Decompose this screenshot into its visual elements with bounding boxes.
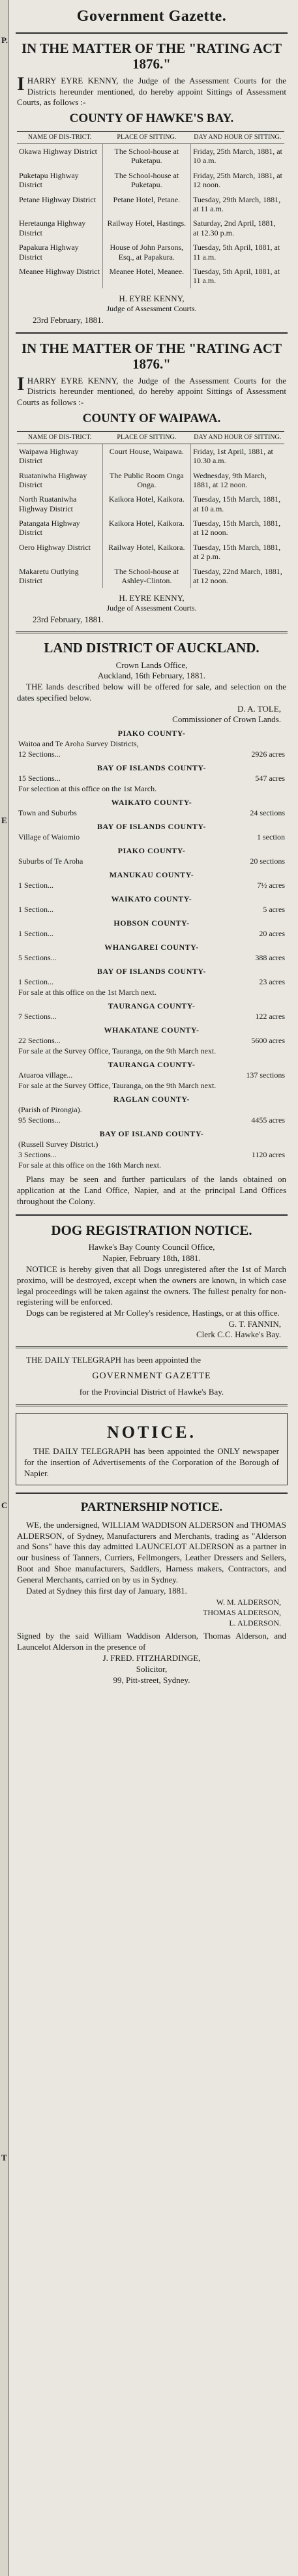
listing-item: 1 Section... [18,977,53,987]
listing-quantity: 5600 acres [251,1036,285,1046]
waipawa-rating-notice [9,341,294,626]
place-cell: The School-house at Puketapu. [102,168,190,192]
listing-quantity: 1120 acres [251,1150,285,1160]
solicitor-name: J. FRED. FITZHARDINGE, [102,1653,201,1663]
district-cell: Papakura Highway District [17,240,102,264]
table-row [17,444,284,468]
notice-heading: LAND DISTRICT OF AUCKLAND. [44,640,260,656]
listing-item: 3 Sections... [18,1150,57,1160]
divider [16,1346,288,1348]
place-cell: House of John Parsons, Esq., at Papakura. [102,240,190,264]
place-cell: Meanee Hotel, Meanee. [102,264,190,288]
listing-item: 7 Sections... [18,1012,57,1022]
edge-letter: C [1,1500,8,1510]
listing-row [18,1012,285,1022]
district-cell: Okawa Highway District [17,144,102,168]
notice-heading: PARTNERSHIP NOTICE. [80,1500,223,1514]
notice-body: NOTICE is hereby given that all Dogs unregistered after the 1st of March proximo, will be destroyed, except when the owners are known, in which case legal proceedings will be taken against the owners. The fullest penalty for non-registering will be enforced. [17,1264,286,1307]
solicitor-address: 99, Pitt-street, Sydney. [113,1675,190,1685]
table-row [17,468,284,492]
time-cell: Friday, 25th March, 1881, at 10 a.m. [192,147,282,166]
district-cell: North Ruataniwha Highway District [17,492,102,516]
signature: H. EYRE KENNY, [119,293,185,303]
listing-quantity: 547 acres [255,774,285,783]
time-cell: Tuesday, 15th March, 1881, at 2 p.m. [192,542,281,562]
listing-quantity: 23 acres [259,977,285,987]
place-cell: Railway Hotel, Hastings. [102,216,190,240]
listing-item: 1 Section... [18,905,53,915]
listing-note: For sale at this office on the 16th March next. [18,1160,162,1170]
dateline: 23rd February, 1881. [33,614,104,625]
auckland-land-notice [9,640,294,1207]
listing-row [18,953,285,963]
listing-note: For sale at the Survey Office, Tauranga, on the 9th March next. [18,1046,216,1056]
table-row [17,564,284,588]
county-heading: TAURANGA COUNTY- [108,1060,196,1070]
time-cell: Tuesday, 15th March, 1881, at 12 noon. [192,519,281,538]
county-heading: WHANGAREI COUNTY- [104,943,199,952]
office-line: Crown Lands Office, [115,659,188,670]
county-heading: BAY OF ISLANDS COUNTY- [97,967,206,977]
listing-item: 1 Section... [18,881,53,890]
telegraph-notice [16,1413,288,1485]
time-cell: Tuesday, 5th April, 1881, at 11 a.m. [192,266,280,286]
table-row [17,216,284,240]
signature-title: Judge of Assessment Courts. [106,603,197,613]
table-row [17,240,284,264]
notice-date: Dated at Sydney this first day of January, 1881. [26,1585,187,1596]
listing-item: Suburbs of Te Aroha [18,856,83,866]
adjacent-column-edge [0,0,8,2576]
listing-quantity: 1 section [257,832,285,842]
divider [16,631,288,633]
table-row [17,144,284,168]
listing-quantity: 5 acres [263,905,285,915]
edge-letter: T [1,2153,7,2162]
column-header: PLACE OF SITTING. [102,132,190,144]
district-cell: Oero Highway District [17,540,102,564]
notice-body: THE DAILY TELEGRAPH has been appointed the ONLY newspaper for the insertion of Advertisements of the Corporation of the Borough of Napier. [24,1446,279,1478]
listing-item: Town and Suburbs [18,808,77,818]
listing-item: 5 Sections... [18,953,57,963]
listing-note: (Russell Survey District.) [18,1140,98,1149]
dog-registration-notice [9,1222,294,1340]
gazette-appointment-notice [9,1355,294,1398]
office-date: Auckland, 16th February, 1881. [97,671,206,681]
notice-heading: DOG REGISTRATION NOTICE. [51,1222,252,1238]
county-heading: TAURANGA COUNTY- [108,1001,196,1011]
column-header: NAME OF DIS-TRICT. [17,132,102,144]
dateline: 23rd February, 1881. [33,314,104,325]
signature: H. EYRE KENNY, [119,593,185,603]
notice-body: WE, the undersigned, WILLIAM WADDISON ALDERSON and THOMAS ALDERSON, of Sydney, Manufacturers and Merchants, trading as "Alderson and Sons" have this day admitted LAUNCELOT ALDERSON as a partner in our business of Tanners, Curriers, Fellmongers, Leather Dressers and Sellers, Boot and Shoe manufacturers, Saddlers, Harness makers, Contractors, and General Merchants, carried on by us in Sydney. [17,1519,286,1585]
listing-row [18,905,285,915]
listing-row [18,929,285,939]
place-cell: The School-house at Puketapu. [102,144,190,168]
listing-quantity: 137 sections [246,1070,285,1080]
county-heading: BAY OF ISLANDS COUNTY- [97,822,206,832]
signer: THOMAS ALDERSON, [202,1608,281,1618]
notice-intro [17,373,286,408]
notice-intro [17,73,286,108]
listing-item: 22 Sections... [18,1036,61,1046]
divider [16,1404,288,1406]
intro-text: HARRY EYRE KENNY, the Judge of the Assessment Courts for the Districts hereunder mentioned, do hereby appoint Sittings of Assessment Courts, as follows :- [17,76,286,107]
place-cell: Kaikora Hotel, Kaikora. [102,516,190,540]
table-row [17,492,284,516]
district-cell: Ruataniwha Highway District [17,468,102,492]
district-cell: Meanee Highway District [17,264,102,288]
county-heading: WHAKATANE COUNTY- [104,1025,200,1035]
gazette-name: GOVERNMENT GAZETTE [92,1371,211,1382]
time-cell: Tuesday, 22nd March, 1881, at 12 noon. [192,566,282,586]
column-header: NAME OF DIS-TRICT. [17,431,102,444]
time-cell: Tuesday, 15th March, 1881, at 10 a.m. [192,494,281,513]
signature-title: Judge of Assessment Courts. [106,303,197,313]
notice-body: Dogs can be registered at Mr Colley's residence, Hastings, or at this office. [26,1308,280,1318]
notice-line: for the Provincial District of Hawke's Bay. [79,1387,224,1397]
signer-title: Clerk C.C. Hawke's Bay. [196,1329,281,1340]
listing-row [18,1150,285,1160]
listing-item: 1 Section... [18,929,53,939]
listing-note: For sale at the Survey Office, Tauranga, on the 9th March next. [18,1081,216,1091]
county-heading: HOBSON COUNTY- [113,918,190,928]
listing-row [18,832,285,842]
listing-row [18,1070,285,1080]
district-cell: Makaretu Outlying District [17,564,102,588]
listing-row [18,750,285,759]
intro-text: HARRY EYRE KENNY, the Judge of the Assessment Courts for the Districts hereunder mentioned, do hereby appoint Sittings of Assessment Courts as follows :- [17,376,286,407]
place-cell: The Public Room Onga Onga. [102,468,190,492]
signer: W. M. ALDERSON, [216,1597,281,1607]
county-heading: MANUKAU COUNTY- [109,870,194,880]
notice-line: THE DAILY TELEGRAPH has been appointed the [26,1355,201,1365]
county-heading: BAY OF ISLANDS COUNTY- [97,763,206,773]
county-heading: BAY OF ISLAND COUNTY- [99,1129,204,1139]
time-cell: Wednesday, 9th March, 1881, at 12 noon. [192,470,267,489]
listing-row [18,808,285,818]
listing-row [18,881,285,890]
listing-row [18,1036,285,1046]
listing-item: Atuaroa village... [18,1070,73,1080]
listing-quantity: 7½ acres [257,881,285,890]
notice-heading: IN THE MATTER OF THE "RATING ACT 1876." [21,340,282,372]
table-row [17,264,284,288]
listing-quantity: 24 sections [250,808,285,818]
newspaper-column [9,0,294,1686]
district-cell: Puketapu Highway District [17,168,102,192]
county-title: COUNTY OF HAWKE'S BAY. [69,112,234,126]
page-title: Government Gazette. [76,8,227,25]
signer-list [9,1597,281,1629]
listing-quantity: 122 acres [255,1012,285,1022]
county-heading: PIAKO COUNTY- [117,846,186,856]
district-cell: Petane Highway District [17,192,102,217]
office-line: Hawke's Bay County Council Office, [88,1241,215,1252]
signer: G. T. FANNIN, [228,1319,281,1329]
county-heading: WAIKATO COUNTY- [111,798,192,808]
time-cell: Tuesday, 29th March, 1881, at 11 a.m. [192,194,281,213]
district-cell: Waipawa Highway District [17,444,102,468]
notice-heading: NOTICE. [106,1422,197,1442]
listing-quantity: 20 acres [259,929,285,939]
signer: L. ALDERSON. [229,1618,281,1628]
place-cell: Petane Hotel, Petane. [102,192,190,217]
notice-heading: IN THE MATTER OF THE "RATING ACT 1876." [21,40,282,72]
divider [16,1214,288,1216]
listing-item: 15 Sections... [18,774,61,783]
column-header: PLACE OF SITTING. [102,431,190,444]
time-cell: Tuesday, 5th April, 1881, at 11 a.m. [192,243,280,262]
partnership-notice [9,1500,294,1686]
county-heading: RAGLAN COUNTY- [113,1095,190,1104]
table-row [17,168,284,192]
signer: D. A. TOLE, [237,704,281,714]
solicitor-title: Solicitor, [136,1664,168,1674]
hawkes-bay-rating-notice [9,40,294,326]
time-cell: Saturday, 2nd April, 1881, at 12.30 p.m. [192,219,276,237]
schedule-table [17,131,284,288]
place-cell: Kaikora Hotel, Kaikora. [102,492,190,516]
edge-letter: P. [1,35,8,45]
signer-title: Commissioner of Crown Lands. [172,714,281,725]
listing-note: Waitoa and Te Aroha Survey Districts, [18,739,139,749]
listing-item: 95 Sections... [18,1115,61,1125]
listing-row [18,856,285,866]
listing-item: 12 Sections... [18,750,61,759]
notice-intro: THE lands described below will be offered for sale, and selection on the dates specified below. [17,682,286,703]
listing-note: (Parish of Pirongia). [18,1105,82,1115]
place-cell: Railway Hotel, Kaikora. [102,540,190,564]
time-cell: Friday, 1st April, 1881, at 10.30 a.m. [192,446,273,466]
county-heading: WAIKATO COUNTY- [111,894,192,904]
listing-quantity: 388 acres [255,953,285,963]
divider [16,32,288,34]
county-title: COUNTY OF WAIPAWA. [82,411,221,425]
listing-item: Village of Waiomio [18,832,80,842]
table-row [17,540,284,564]
county-heading: PIAKO COUNTY- [117,729,186,738]
drop-cap: I [17,373,25,395]
edge-letter: E [1,815,7,825]
listing-row [18,977,285,987]
listing-quantity: 2926 acres [251,750,285,759]
divider [16,332,288,334]
column-header: DAY AND HOUR OF SITTING. [190,132,284,144]
schedule-table [17,431,284,588]
listing-quantity: 20 sections [250,856,285,866]
listing-row [18,1115,285,1125]
district-cell: Heretaunga Highway District [17,216,102,240]
column-header: DAY AND HOUR OF SITTING. [190,431,284,444]
listing-row [18,774,285,783]
listing-note: For selection at this office on the 1st March. [18,784,157,794]
witness-text: Signed by the said William Waddison Alderson, Thomas Alderson, and Launcelot Alderson in the presence of [17,1631,286,1652]
divider [16,1492,288,1494]
listing-note: For sale at this office on the 1st March next. [18,988,156,997]
land-listing [9,729,294,1170]
table-row [17,516,284,540]
drop-cap: I [17,73,25,95]
time-cell: Friday, 25th March, 1881, at 12 noon. [192,170,282,190]
place-cell: Court House, Waipawa. [102,444,190,468]
listing-quantity: 4455 acres [251,1115,285,1125]
table-row [17,192,284,217]
place-cell: The School-house at Ashley-Clinton. [102,564,190,588]
closing-text: Plans may be seen and further particulars of the lands obtained on application at the Land Office, Napier, and at the principal Land Offices throughout the Colony. [17,1174,286,1206]
district-cell: Patangata Highway District [17,516,102,540]
office-date: Napier, February 18th, 1881. [102,1252,201,1263]
